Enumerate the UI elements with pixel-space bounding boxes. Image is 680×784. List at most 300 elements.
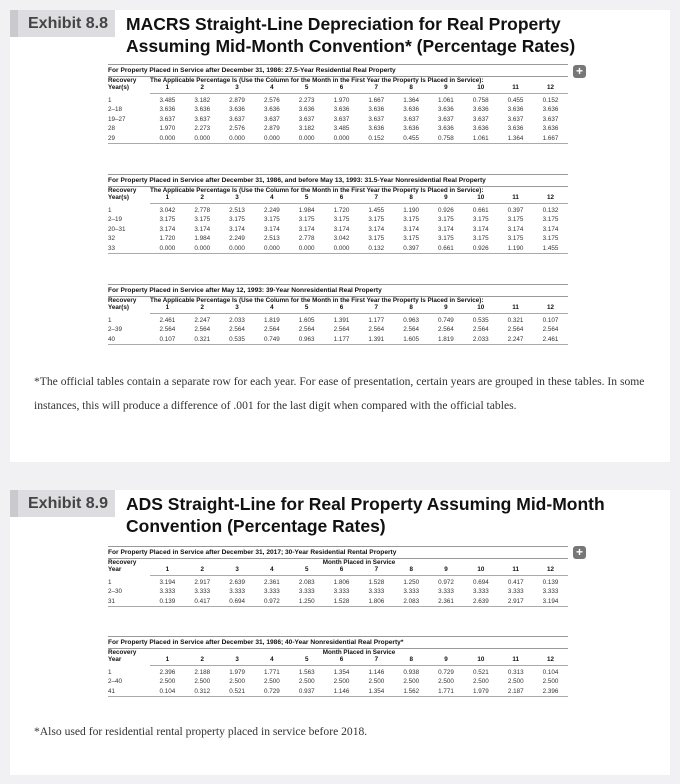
rate-cell: 3.637 bbox=[298, 115, 315, 123]
rate-cell: 3.636 bbox=[298, 106, 315, 114]
rate-cell: 2.639 bbox=[229, 579, 245, 586]
rate-cell: 2.188 bbox=[194, 669, 211, 676]
rate-cell: 0.397 bbox=[403, 244, 419, 252]
recovery-year: 2–18 bbox=[108, 106, 123, 114]
table-row bbox=[108, 325, 568, 334]
rate-cell: 3.194 bbox=[542, 597, 559, 605]
recovery-year: 1 bbox=[108, 668, 112, 676]
month-header: 6 bbox=[324, 84, 359, 94]
span-header: The Applicable Percentage Is (Use the Column for the Month in the First Year the Property Is Placed in Service): bbox=[150, 187, 484, 194]
table-row bbox=[108, 243, 568, 253]
rate-cell: 2.500 bbox=[542, 678, 559, 686]
table-row bbox=[108, 597, 568, 607]
rate-cell: 3.636 bbox=[438, 125, 454, 133]
month-header: 5 bbox=[289, 566, 324, 576]
rate-cell: 3.636 bbox=[194, 106, 211, 114]
table bbox=[108, 187, 568, 254]
rate-cell: 3.637 bbox=[403, 115, 419, 123]
rate-cell: 1.984 bbox=[298, 207, 315, 214]
rate-cell: 0.694 bbox=[472, 579, 489, 586]
rate-cell: 1.455 bbox=[368, 207, 385, 214]
month-header-row bbox=[108, 304, 568, 314]
table-row bbox=[108, 576, 568, 588]
rate-cell: 0.000 bbox=[333, 244, 350, 252]
table-row bbox=[108, 587, 568, 596]
rate-cell: 3.042 bbox=[159, 207, 176, 214]
rate-cell: 3.637 bbox=[263, 115, 280, 123]
rate-cell: 2.564 bbox=[229, 326, 245, 334]
rate-cell: 3.636 bbox=[159, 106, 176, 114]
rate-cell: 3.175 bbox=[542, 216, 559, 224]
rate-cell: 0.321 bbox=[507, 317, 524, 324]
recovery-year: 20–31 bbox=[108, 225, 126, 233]
rate-cell: 2.500 bbox=[403, 678, 420, 686]
rate-cell: 3.174 bbox=[263, 225, 280, 233]
table-row bbox=[108, 94, 568, 106]
rate-cell: 2.461 bbox=[542, 335, 559, 343]
recovery-year: 29 bbox=[108, 134, 116, 142]
rate-cell: 2.247 bbox=[507, 335, 524, 343]
recovery-year: 1 bbox=[108, 578, 112, 586]
rate-cell: 3.175 bbox=[368, 216, 385, 224]
rate-cell: 1.528 bbox=[333, 597, 350, 605]
table-row bbox=[108, 677, 568, 686]
rate-cell: 0.963 bbox=[403, 317, 419, 324]
rate-cell: 0.937 bbox=[298, 687, 315, 695]
rate-cell: 3.174 bbox=[438, 225, 454, 233]
recovery-year: 1 bbox=[108, 206, 112, 214]
recovery-year: 1 bbox=[108, 316, 112, 324]
month-header: 2 bbox=[185, 194, 220, 204]
recovery-year: 2–39 bbox=[108, 326, 123, 334]
rate-cell: 0.107 bbox=[159, 335, 176, 343]
rate-cell: 3.175 bbox=[159, 216, 176, 224]
rate-cell: 1.528 bbox=[368, 579, 385, 586]
month-header: 9 bbox=[429, 84, 464, 94]
month-header: 3 bbox=[220, 304, 255, 314]
rate-cell: 3.636 bbox=[507, 125, 524, 133]
rate-cell: 0.972 bbox=[438, 579, 454, 586]
rate-cell: 3.175 bbox=[333, 216, 350, 224]
rate-cell: 0.938 bbox=[403, 669, 420, 676]
rate-cell: 3.636 bbox=[438, 106, 454, 114]
month-header: 9 bbox=[429, 656, 464, 666]
rate-cell: 3.636 bbox=[472, 106, 489, 114]
year-header: Recovery Year(s) bbox=[108, 297, 137, 311]
rate-cell: 0.000 bbox=[194, 244, 211, 252]
month-header: 9 bbox=[429, 304, 464, 314]
rate-cell: 3.637 bbox=[229, 115, 245, 123]
rate-cell: 1.667 bbox=[368, 97, 385, 104]
rate-cell: 3.636 bbox=[368, 125, 385, 133]
month-header: 2 bbox=[185, 84, 220, 94]
rate-cell: 1.563 bbox=[298, 669, 315, 676]
month-header: 1 bbox=[150, 566, 185, 576]
rate-cell: 3.175 bbox=[472, 216, 489, 224]
rate-cell: 2.564 bbox=[403, 326, 419, 334]
rate-cell: 1.771 bbox=[438, 687, 454, 695]
header-row bbox=[108, 297, 568, 304]
rate-cell: 0.104 bbox=[542, 669, 559, 676]
exhibit-8-8-card bbox=[10, 10, 670, 462]
rate-cell: 1.391 bbox=[333, 317, 350, 324]
rate-cell: 1.177 bbox=[368, 317, 385, 324]
month-header: 12 bbox=[533, 304, 568, 314]
exhibit-label: Exhibit 8.9 bbox=[10, 490, 115, 517]
rate-cell: 3.636 bbox=[542, 125, 559, 133]
rate-cell: 3.174 bbox=[333, 225, 350, 233]
rate-cell: 2.033 bbox=[229, 317, 245, 324]
month-header: 10 bbox=[463, 566, 498, 576]
month-header: 5 bbox=[289, 656, 324, 666]
rate-cell: 2.396 bbox=[159, 669, 176, 676]
rate-cell: 2.513 bbox=[229, 207, 245, 214]
rate-cell: 0.417 bbox=[507, 579, 524, 586]
rate-cell: 1.979 bbox=[472, 687, 489, 695]
recovery-year: 28 bbox=[108, 125, 116, 133]
rate-cell: 1.250 bbox=[298, 597, 315, 605]
rate-cell: 1.806 bbox=[368, 597, 385, 605]
table bbox=[108, 297, 568, 345]
rate-cell: 3.637 bbox=[438, 115, 454, 123]
rate-cell: 2.564 bbox=[438, 326, 454, 334]
table-row bbox=[108, 215, 568, 224]
rate-cell: 1.061 bbox=[438, 97, 454, 104]
rate-cell: 0.521 bbox=[229, 687, 245, 695]
rate-cell: 2.500 bbox=[194, 678, 211, 686]
rate-cell: 0.535 bbox=[472, 317, 489, 324]
rate-cell: 3.174 bbox=[507, 225, 524, 233]
rate-cell: 3.636 bbox=[368, 106, 385, 114]
rate-cell: 2.576 bbox=[229, 125, 245, 133]
table bbox=[108, 649, 568, 697]
rate-cell: 3.637 bbox=[333, 115, 350, 123]
rate-cell: 2.564 bbox=[159, 326, 176, 334]
month-header: 8 bbox=[394, 194, 429, 204]
month-header: 4 bbox=[254, 84, 289, 94]
month-header: 8 bbox=[394, 656, 429, 666]
rate-cell: 3.636 bbox=[229, 106, 245, 114]
rate-cell: 0.139 bbox=[159, 597, 176, 605]
rate-cell: 2.500 bbox=[333, 678, 350, 686]
table-row bbox=[108, 666, 568, 678]
rate-cell: 1.771 bbox=[264, 669, 280, 676]
table-row bbox=[108, 225, 568, 234]
month-header: 1 bbox=[150, 304, 185, 314]
rate-cell: 0.000 bbox=[194, 134, 211, 142]
rate-cell: 3.637 bbox=[368, 115, 385, 123]
rate-cell: 3.636 bbox=[333, 106, 350, 114]
month-header: 7 bbox=[359, 194, 394, 204]
rate-cell: 1.190 bbox=[507, 244, 524, 252]
rate-cell: 3.333 bbox=[507, 588, 524, 596]
table-row bbox=[108, 234, 568, 243]
rate-cell: 2.778 bbox=[298, 235, 315, 243]
month-header: 12 bbox=[533, 656, 568, 666]
rate-cell: 0.535 bbox=[229, 335, 245, 343]
rate-cell: 3.637 bbox=[472, 115, 489, 123]
exhibit-label: Exhibit 8.8 bbox=[10, 10, 115, 37]
rate-cell: 0.749 bbox=[438, 317, 454, 324]
table-title: For Property Placed in Service after May 12, 1993: 39-Year Nonresidential Real Property bbox=[108, 284, 568, 297]
rate-cell: 0.397 bbox=[507, 207, 524, 214]
rate-cell: 2.249 bbox=[263, 207, 280, 214]
month-header: 6 bbox=[324, 194, 359, 204]
month-header: 8 bbox=[394, 84, 429, 94]
rate-cell: 0.729 bbox=[438, 669, 454, 676]
month-header: 10 bbox=[463, 304, 498, 314]
rate-cell: 2.273 bbox=[194, 125, 211, 133]
recovery-year: 19–27 bbox=[108, 115, 126, 123]
month-header: 11 bbox=[498, 194, 533, 204]
rate-cell: 0.313 bbox=[507, 669, 524, 676]
rate-table bbox=[108, 174, 568, 254]
month-header-row bbox=[108, 566, 568, 576]
table-row bbox=[108, 314, 568, 326]
rate-cell: 0.000 bbox=[159, 134, 176, 142]
rate-cell: 3.333 bbox=[229, 588, 245, 596]
rate-cell: 0.152 bbox=[542, 97, 559, 104]
month-header: 7 bbox=[359, 304, 394, 314]
rate-cell: 3.174 bbox=[472, 225, 489, 233]
rate-cell: 1.605 bbox=[403, 335, 419, 343]
rate-cell: 3.636 bbox=[542, 106, 559, 114]
rate-cell: 1.364 bbox=[403, 97, 419, 104]
rate-cell: 2.500 bbox=[159, 678, 176, 686]
rate-cell: 3.333 bbox=[333, 588, 350, 596]
rate-cell: 2.564 bbox=[542, 326, 559, 334]
table-row bbox=[108, 204, 568, 216]
table bbox=[108, 77, 568, 144]
rate-cell: 2.083 bbox=[403, 597, 420, 605]
rate-cell: 1.177 bbox=[333, 335, 350, 343]
rate-cell: 2.247 bbox=[194, 317, 211, 324]
month-header: 10 bbox=[463, 656, 498, 666]
rate-cell: 1.146 bbox=[333, 687, 350, 695]
rate-cell: 1.250 bbox=[403, 579, 420, 586]
recovery-year: 32 bbox=[108, 235, 116, 243]
table bbox=[108, 559, 568, 607]
rate-cell: 3.175 bbox=[403, 235, 419, 243]
rate-cell: 2.361 bbox=[264, 579, 280, 586]
rate-cell: 3.182 bbox=[298, 125, 315, 133]
span-header: Month Placed in Service bbox=[322, 559, 396, 566]
rate-cell: 1.391 bbox=[368, 335, 385, 343]
exhibit-8-9-card bbox=[10, 490, 670, 775]
rate-cell: 2.249 bbox=[229, 235, 245, 243]
rate-cell: 3.333 bbox=[298, 588, 315, 596]
rate-table bbox=[108, 546, 568, 607]
rate-cell: 3.637 bbox=[159, 115, 176, 123]
rate-cell: 3.333 bbox=[542, 588, 559, 596]
month-header: 2 bbox=[185, 656, 220, 666]
rate-cell: 2.461 bbox=[159, 317, 176, 324]
rate-cell: 0.000 bbox=[263, 244, 280, 252]
rate-cell: 2.778 bbox=[194, 207, 211, 214]
month-header: 7 bbox=[359, 84, 394, 94]
rate-cell: 3.637 bbox=[194, 115, 211, 123]
rate-cell: 0.000 bbox=[298, 244, 315, 252]
month-header: 3 bbox=[220, 194, 255, 204]
month-header: 2 bbox=[185, 304, 220, 314]
rate-cell: 2.576 bbox=[263, 97, 280, 104]
month-header: 3 bbox=[220, 656, 255, 666]
rate-table bbox=[108, 636, 568, 697]
month-header: 11 bbox=[498, 566, 533, 576]
rate-cell: 3.182 bbox=[194, 97, 211, 104]
rate-cell: 3.333 bbox=[438, 588, 454, 596]
rate-cell: 3.637 bbox=[507, 115, 524, 123]
span-header: The Applicable Percentage Is (Use the Column for the Month in the First Year the Property Is Placed in Service): bbox=[150, 77, 484, 84]
rate-cell: 0.455 bbox=[403, 134, 419, 142]
rate-cell: 3.485 bbox=[333, 125, 350, 133]
month-header: 6 bbox=[324, 566, 359, 576]
rate-cell: 2.500 bbox=[472, 678, 489, 686]
month-header: 9 bbox=[429, 566, 464, 576]
month-header: 1 bbox=[150, 84, 185, 94]
rate-cell: 0.758 bbox=[438, 134, 454, 142]
rate-cell: 0.661 bbox=[472, 207, 489, 214]
rate-cell: 3.485 bbox=[159, 97, 176, 104]
month-header: 4 bbox=[254, 656, 289, 666]
month-header: 5 bbox=[289, 194, 324, 204]
rate-cell: 0.321 bbox=[194, 335, 211, 343]
rate-cell: 3.333 bbox=[194, 588, 211, 596]
rate-cell: 1.364 bbox=[507, 134, 524, 142]
year-header: Recovery Year(s) bbox=[108, 77, 137, 91]
rate-cell: 3.175 bbox=[229, 216, 245, 224]
rate-cell: 2.500 bbox=[368, 678, 385, 686]
rate-cell: 3.333 bbox=[264, 588, 280, 596]
rate-cell: 1.354 bbox=[368, 687, 385, 695]
rate-cell: 1.667 bbox=[542, 134, 559, 142]
rate-cell: 2.187 bbox=[507, 687, 524, 695]
table-row bbox=[108, 133, 568, 143]
rate-cell: 0.455 bbox=[507, 97, 524, 104]
table-row bbox=[108, 335, 568, 345]
rate-cell: 0.132 bbox=[368, 244, 385, 252]
rate-cell: 0.694 bbox=[229, 597, 245, 605]
rate-cell: 2.564 bbox=[263, 326, 280, 334]
rate-cell: 3.636 bbox=[263, 106, 280, 114]
rate-cell: 1.061 bbox=[472, 134, 489, 142]
rate-cell: 3.174 bbox=[159, 225, 176, 233]
rate-cell: 0.661 bbox=[438, 244, 454, 252]
month-header: 1 bbox=[150, 656, 185, 666]
rate-cell: 0.000 bbox=[229, 244, 245, 252]
rate-cell: 3.175 bbox=[194, 216, 211, 224]
year-header: Recovery Year(s) bbox=[108, 187, 137, 201]
exhibit-title: MACRS Straight-Line Depreciation for Real Property Assuming Mid-Month Convention* (Percentage Rates) bbox=[126, 14, 576, 56]
month-header: 4 bbox=[254, 566, 289, 576]
rate-cell: 1.354 bbox=[333, 669, 350, 676]
rate-cell: 3.175 bbox=[507, 235, 524, 243]
rate-cell: 3.175 bbox=[472, 235, 489, 243]
rate-cell: 3.042 bbox=[333, 235, 350, 243]
rate-cell: 3.175 bbox=[507, 216, 524, 224]
rate-cell: 3.174 bbox=[368, 225, 385, 233]
expand-plus-icon[interactable]: + bbox=[573, 65, 586, 78]
rate-cell: 2.273 bbox=[298, 97, 315, 104]
month-header: 2 bbox=[185, 566, 220, 576]
rate-cell: 3.333 bbox=[159, 588, 176, 596]
rate-cell: 3.175 bbox=[542, 235, 559, 243]
rate-cell: 2.564 bbox=[368, 326, 385, 334]
rate-cell: 0.312 bbox=[194, 687, 211, 695]
month-header: 10 bbox=[463, 194, 498, 204]
month-header-row bbox=[108, 84, 568, 94]
rate-cell: 3.637 bbox=[542, 115, 559, 123]
month-header: 7 bbox=[359, 566, 394, 576]
rate-cell: 2.564 bbox=[333, 326, 350, 334]
rate-cell: 3.175 bbox=[403, 216, 419, 224]
rate-cell: 0.107 bbox=[542, 317, 559, 324]
rate-cell: 1.605 bbox=[298, 317, 315, 324]
rate-cell: 3.333 bbox=[403, 588, 420, 596]
rate-cell: 0.000 bbox=[333, 134, 350, 142]
month-header: 8 bbox=[394, 566, 429, 576]
table-row bbox=[108, 115, 568, 124]
year-header: Recovery Year bbox=[108, 559, 137, 573]
year-header: Recovery Year bbox=[108, 649, 137, 663]
rate-cell: 2.879 bbox=[263, 125, 280, 133]
rate-cell: 1.562 bbox=[403, 687, 420, 695]
month-header: 11 bbox=[498, 656, 533, 666]
rate-cell: 0.132 bbox=[542, 207, 559, 214]
recovery-year: 2–40 bbox=[108, 678, 123, 686]
rate-cell: 1.190 bbox=[403, 207, 419, 214]
month-header: 12 bbox=[533, 84, 568, 94]
month-header: 10 bbox=[463, 84, 498, 94]
rate-cell: 3.636 bbox=[403, 125, 419, 133]
month-header: 6 bbox=[324, 304, 359, 314]
table-title: For Property Placed in Service after December 31, 1986: 27.5-Year Residential Real Property bbox=[108, 64, 568, 77]
expand-plus-icon[interactable]: + bbox=[573, 546, 586, 559]
month-header: 7 bbox=[359, 656, 394, 666]
rate-cell: 2.564 bbox=[298, 326, 315, 334]
table-row bbox=[108, 105, 568, 114]
rate-cell: 0.417 bbox=[194, 597, 211, 605]
month-header: 3 bbox=[220, 566, 255, 576]
header-row bbox=[108, 559, 568, 566]
rate-cell: 2.879 bbox=[229, 97, 245, 104]
month-header: 5 bbox=[289, 304, 324, 314]
rate-cell: 1.819 bbox=[263, 317, 280, 324]
rate-cell: 0.758 bbox=[472, 97, 489, 104]
rate-cell: 1.720 bbox=[333, 207, 350, 214]
month-header-row bbox=[108, 656, 568, 666]
header-row bbox=[108, 187, 568, 194]
month-header-row bbox=[108, 194, 568, 204]
rate-cell: 1.970 bbox=[333, 97, 350, 104]
recovery-year: 40 bbox=[108, 335, 116, 343]
rate-cell: 0.104 bbox=[159, 687, 176, 695]
rate-table bbox=[108, 284, 568, 345]
rate-cell: 3.636 bbox=[403, 106, 419, 114]
month-header: 4 bbox=[254, 304, 289, 314]
span-header: The Applicable Percentage Is (Use the Column for the Month in the First Year the Property Is Placed in Service): bbox=[150, 297, 484, 304]
recovery-year: 1 bbox=[108, 96, 112, 104]
rate-cell: 0.152 bbox=[368, 134, 385, 142]
rate-cell: 0.963 bbox=[298, 335, 315, 343]
rate-cell: 0.926 bbox=[472, 244, 489, 252]
exhibit-title: ADS Straight-Line for Real Property Assuming Mid-Month Convention (Percentage Rates) bbox=[126, 494, 605, 536]
rate-cell: 1.146 bbox=[368, 669, 385, 676]
rate-cell: 2.564 bbox=[507, 326, 524, 334]
rate-cell: 2.513 bbox=[263, 235, 280, 243]
rate-cell: 1.720 bbox=[159, 235, 176, 243]
rate-cell: 3.174 bbox=[194, 225, 211, 233]
